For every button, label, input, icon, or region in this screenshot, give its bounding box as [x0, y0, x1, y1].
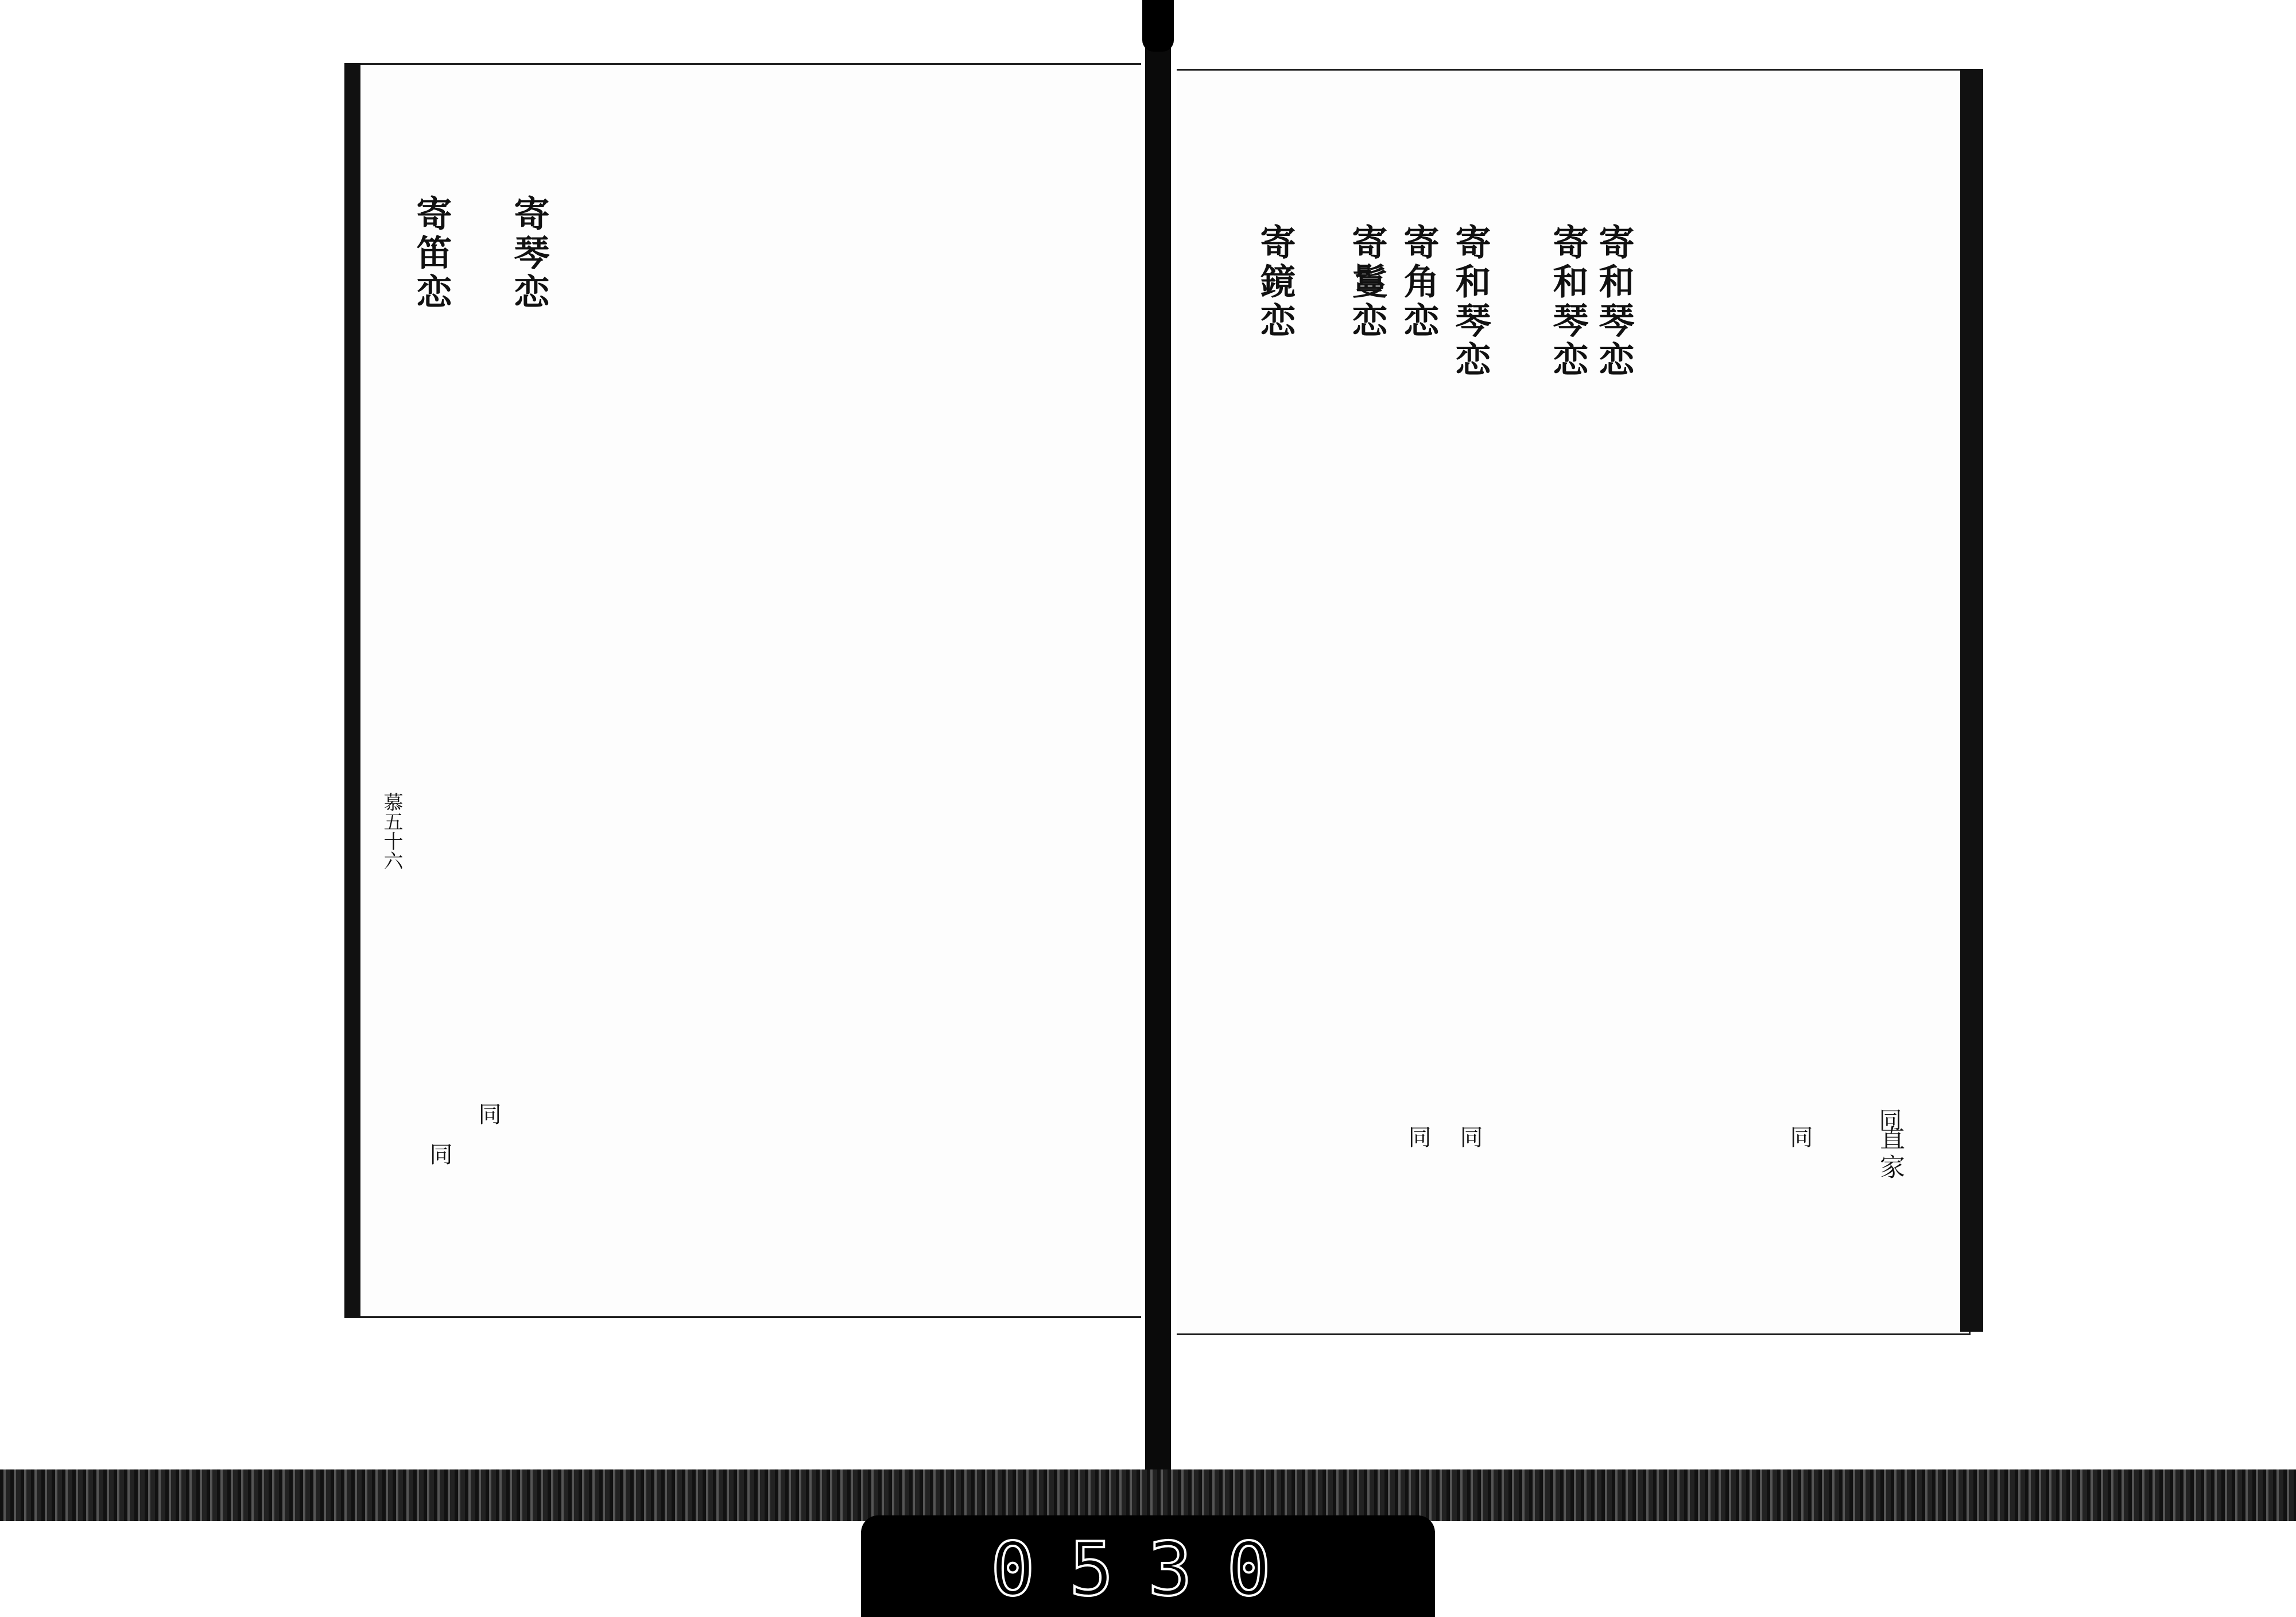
right-title-6: 寄和琴恋	[1593, 224, 1635, 380]
right-author-1: 直家	[1875, 1125, 1905, 1182]
right-page-edge	[1960, 69, 1983, 1332]
left-author-1: 同	[475, 1102, 501, 1125]
right-title-4: 寄和琴恋	[1449, 224, 1491, 380]
right-author-3: 同	[1786, 1125, 1813, 1148]
right-title-2: 寄鬘恋	[1346, 224, 1388, 341]
book-gutter	[1145, 0, 1171, 1492]
right-author-2: 同	[1875, 1108, 1902, 1131]
left-title-1: 寄琴恋	[508, 195, 550, 312]
frame-number: 0530	[990, 1527, 1306, 1612]
right-author-4: 同	[1456, 1125, 1483, 1148]
right-title-5: 寄和琴恋	[1547, 224, 1589, 380]
left-page	[344, 63, 1141, 1318]
left-title-2: 寄笛恋	[410, 195, 452, 312]
left-page-edge	[344, 63, 360, 1317]
left-author-2: 同	[426, 1142, 452, 1165]
right-author-5: 同	[1405, 1125, 1431, 1148]
scan-bottom-band	[0, 1469, 2296, 1521]
right-title-1: 寄鏡恋	[1254, 224, 1296, 341]
gutter-clip	[1142, 0, 1174, 52]
right-title-3: 寄角恋	[1398, 224, 1440, 341]
left-folio: 慕五十六	[380, 792, 403, 870]
